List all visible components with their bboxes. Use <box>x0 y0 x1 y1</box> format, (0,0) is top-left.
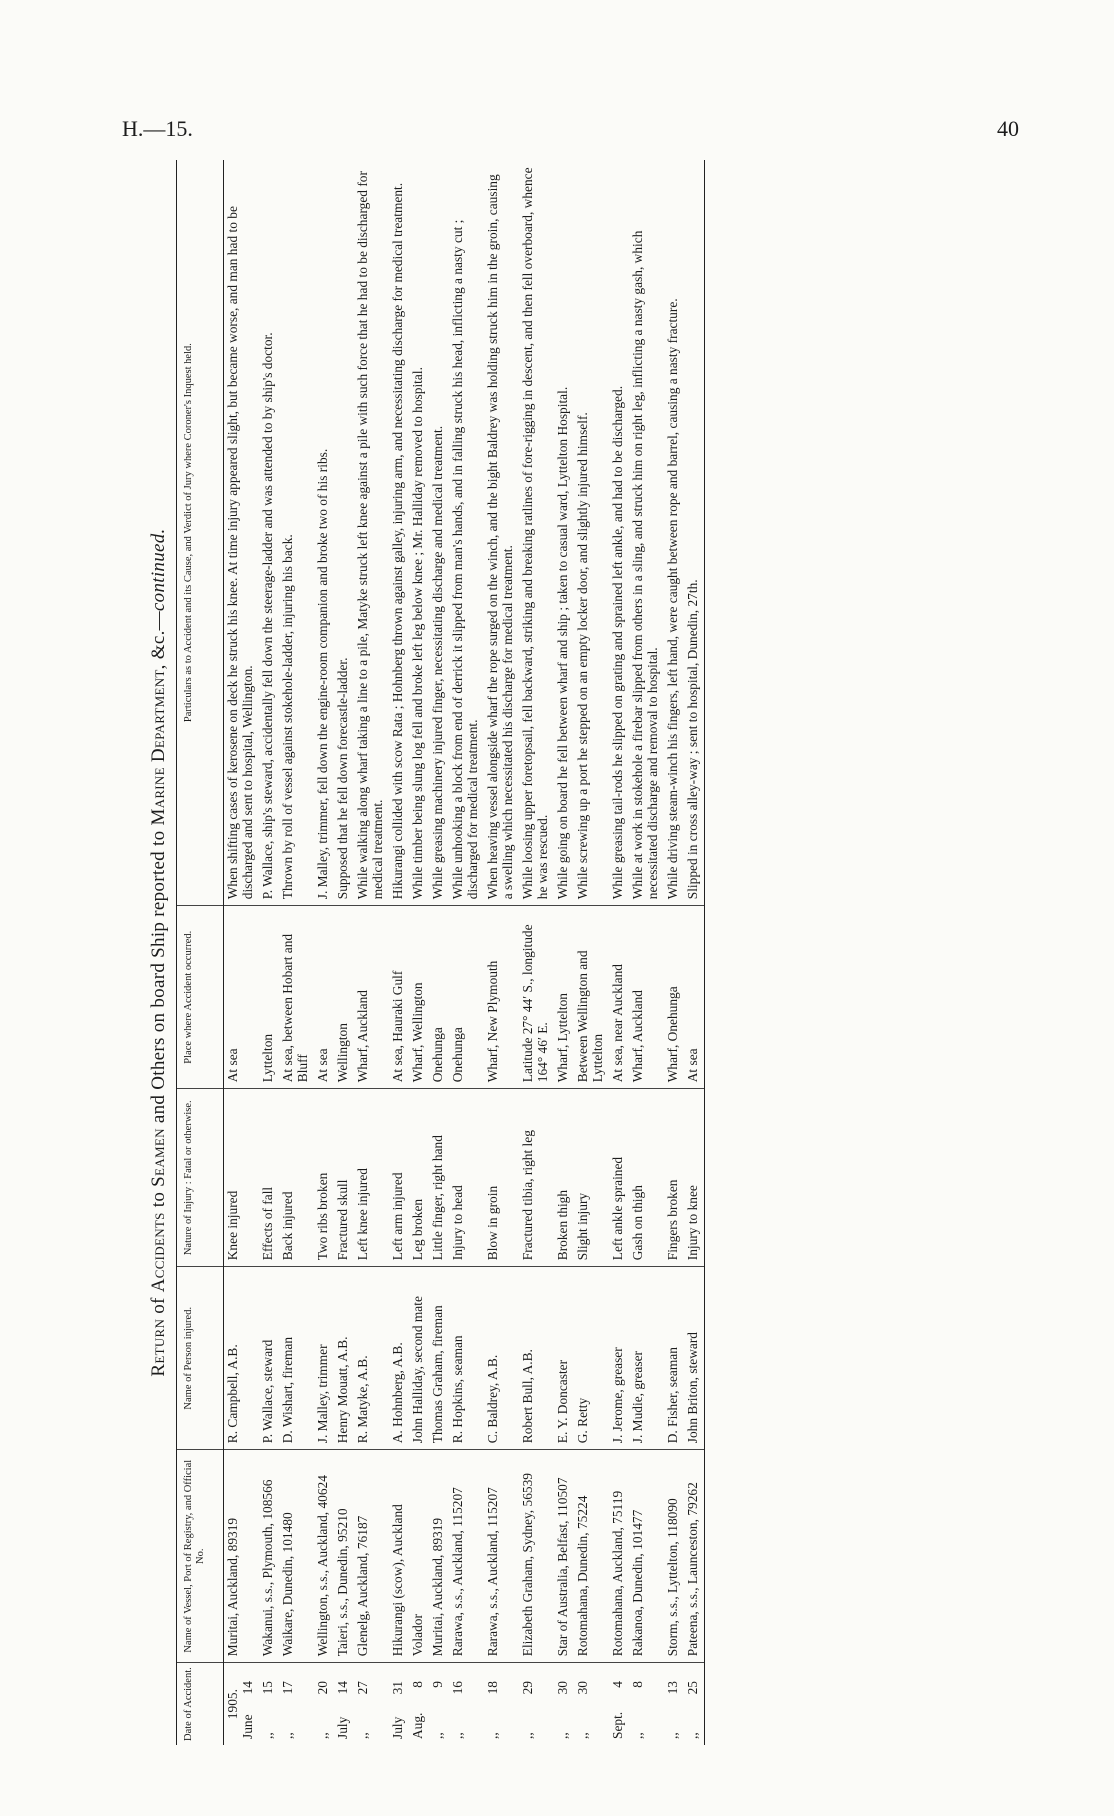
cell-date <box>551 1663 571 1745</box>
month-label: July <box>335 1716 350 1739</box>
cell-injury: Fractured skull <box>331 1089 351 1267</box>
accidents-table <box>176 160 705 1745</box>
cell-person: John Briton, steward <box>681 1267 705 1450</box>
cell-date <box>331 1663 351 1745</box>
cell-place: Onehunga <box>446 906 481 1089</box>
report-reference: H.—15. <box>122 116 193 141</box>
cell-place: Between Wellington and Lyttelton <box>571 906 606 1089</box>
year-label: 1905. <box>225 1689 240 1720</box>
month-label: Aug. <box>410 1712 425 1739</box>
cell-vessel: Rakanoa, Dunedin, 101477 <box>626 1450 661 1663</box>
cell-vessel: Glenelg, Auckland, 76187 <box>351 1450 386 1663</box>
page-number: 40 <box>997 116 1019 141</box>
day-label: 25 <box>685 1681 700 1695</box>
cell-vessel: Muritai, Auckland, 89319 <box>426 1450 446 1663</box>
title-part: , &c.— <box>148 611 169 670</box>
cell-particulars: While screwing up a port he stepped on an empty locker door, and slightly injured himself. <box>571 160 606 906</box>
table-row <box>446 160 481 1745</box>
cell-particulars: While timber being slung log fell and broke left leg below knee ; Mr. Halliday removed to hospital. <box>406 160 426 906</box>
cell-vessel: Wakanui, s.s., Plymouth, 108566 <box>256 1450 276 1663</box>
cell-vessel: Pateena, s.s., Launceston, 79262 <box>681 1450 705 1663</box>
day-label: 8 <box>410 1681 425 1688</box>
table-row <box>516 160 551 1745</box>
day-label: 15 <box>260 1681 275 1695</box>
cell-injury: Gash on thigh <box>626 1089 661 1267</box>
cell-particulars: Thrown by roll of vessel against stokehole-ladder, injuring his back. <box>276 160 311 906</box>
col-header-place: Place where Accident occurred. <box>177 906 224 1089</box>
cell-injury: Slight injury <box>571 1089 606 1267</box>
day-label: 9 <box>430 1681 445 1688</box>
title-part: to <box>148 1186 169 1213</box>
day-label: 14 <box>240 1681 255 1695</box>
cell-vessel: Taieri, s.s., Dunedin, 95210 <box>331 1450 351 1663</box>
table-row <box>386 160 406 1745</box>
cell-place: Latitude 27° 44′ S., longitude 164° 46′ E. <box>516 906 551 1089</box>
cell-particulars: While at work in stokehole a firebar slipped from others in a sling, and struck him on right leg, inflicting a nasty gash, which necessitated discharge and removal to hospital. <box>626 160 661 906</box>
cell-date <box>276 1663 311 1745</box>
cell-place: At sea <box>311 906 331 1089</box>
cell-injury: Back injured <box>276 1089 311 1267</box>
day-label: 8 <box>630 1681 645 1688</box>
col-header-date: Date of Accident. <box>177 1663 224 1745</box>
cell-particulars: Supposed that he fell down forecastle-ladder. <box>331 160 351 906</box>
month-label: ,, <box>430 1732 445 1739</box>
month-label: ,, <box>685 1732 700 1739</box>
cell-injury: Two ribs broken <box>311 1089 331 1267</box>
cell-person: J. Malley, trimmer <box>311 1267 331 1450</box>
cell-person: J. Jerome, greaser <box>606 1267 626 1450</box>
cell-date <box>224 1663 257 1745</box>
cell-particulars: While driving steam-winch his fingers, left hand, were caught between rope and barrel, causing a nasty fracture. <box>661 160 681 906</box>
cell-person: Henry Mouatt, A.B. <box>331 1267 351 1450</box>
table-row <box>256 160 276 1745</box>
col-header-vessel: Name of Vessel, Port of Registry, and Official No. <box>177 1450 224 1663</box>
table-row <box>331 160 351 1745</box>
cell-date <box>481 1663 516 1745</box>
month-label: ,, <box>355 1732 370 1739</box>
table-row <box>224 160 257 1745</box>
table-title <box>144 160 176 1745</box>
cell-injury: Injury to head <box>446 1089 481 1267</box>
cell-place: At sea <box>681 906 705 1089</box>
title-part: continued. <box>148 528 169 612</box>
cell-date <box>351 1663 386 1745</box>
title-part: of <box>148 1292 169 1319</box>
cell-vessel: Rotomahana, Auckland, 75119 <box>606 1450 626 1663</box>
cell-place: At sea <box>224 906 257 1089</box>
page-header <box>122 116 1019 146</box>
cell-particulars: While greasing tail-rods he slipped on grating and sprained left ankle, and had to be discharged. <box>606 160 626 906</box>
cell-injury: Left knee injured <box>351 1089 386 1267</box>
cell-place: Wharf, Auckland <box>626 906 661 1089</box>
table-row <box>481 160 516 1745</box>
col-header-particulars: Particulars as to Accident and its Cause, and Verdict of Jury where Coroner's Inquest held. <box>177 160 224 906</box>
cell-person: A. Hohnberg, A.B. <box>386 1267 406 1450</box>
day-label: 20 <box>315 1681 330 1695</box>
cell-person: Thomas Graham, fireman <box>426 1267 446 1450</box>
cell-place: Lyttelton <box>256 906 276 1089</box>
cell-particulars: While greasing machinery injured finger, necessitating discharge and medical treatment. <box>426 160 446 906</box>
month-label: ,, <box>280 1732 295 1739</box>
table-header-row <box>177 160 224 1745</box>
day-label: 4 <box>610 1681 625 1688</box>
title-part: Marine Department <box>148 669 169 826</box>
cell-person: G. Retty <box>571 1267 606 1450</box>
cell-vessel: Elizabeth Graham, Sydney, 56539 <box>516 1450 551 1663</box>
cell-date <box>571 1663 606 1745</box>
month-label: June <box>240 1714 255 1739</box>
cell-place: At sea, near Auckland <box>606 906 626 1089</box>
month-label: ,, <box>315 1732 330 1739</box>
cell-date <box>386 1663 406 1745</box>
cell-person: R. Campbell, A.B. <box>224 1267 257 1450</box>
col-header-person: Name of Person injured. <box>177 1267 224 1450</box>
cell-vessel: Wellington, s.s., Auckland, 40624 <box>311 1450 331 1663</box>
cell-injury: Effects of fall <box>256 1089 276 1267</box>
month-label: ,, <box>450 1732 465 1739</box>
cell-particulars: While going on board he fell between wharf and ship ; taken to casual ward, Lyttelton Hospital. <box>551 160 571 906</box>
month-label: ,, <box>575 1732 590 1739</box>
cell-person: J. Mudie, greaser <box>626 1267 661 1450</box>
cell-place: Onehunga <box>426 906 446 1089</box>
cell-vessel: Muritai, Auckland, 89319 <box>224 1450 257 1663</box>
table-row <box>681 160 705 1745</box>
table-row <box>626 160 661 1745</box>
cell-date <box>311 1663 331 1745</box>
cell-place: Wharf, Onehunga <box>661 906 681 1089</box>
cell-injury: Knee injured <box>224 1089 257 1267</box>
title-part: and Others on board Ship reported to <box>148 825 169 1129</box>
cell-place: At sea, Hauraki Gulf <box>386 906 406 1089</box>
cell-particulars: When shifting cases of kerosene on deck he struck his knee. At time injury appeared slight, but became worse, and man had to be discharged and sent to hospital, Wellington. <box>224 160 257 906</box>
month-label: ,, <box>630 1732 645 1739</box>
day-label: 30 <box>575 1681 590 1695</box>
cell-person: R. Hopkins, seaman <box>446 1267 481 1450</box>
cell-date <box>256 1663 276 1745</box>
cell-vessel: Volador <box>406 1450 426 1663</box>
cell-vessel: Storm, s.s., Lyttelton, 118090 <box>661 1450 681 1663</box>
cell-person: D. Fisher, seaman <box>661 1267 681 1450</box>
cell-date <box>681 1663 705 1745</box>
month-label: Sept. <box>610 1711 625 1739</box>
cell-vessel: Rarawa, s.s., Auckland, 115207 <box>481 1450 516 1663</box>
cell-vessel: Waikare, Dunedin, 101480 <box>276 1450 311 1663</box>
table-row <box>551 160 571 1745</box>
table-row <box>661 160 681 1745</box>
cell-person: John Halliday, second mate <box>406 1267 426 1450</box>
cell-person: D. Wishart, fireman <box>276 1267 311 1450</box>
cell-place: Wharf, Lyttelton <box>551 906 571 1089</box>
day-label: 14 <box>335 1681 350 1695</box>
cell-vessel: Star of Australia, Belfast, 110507 <box>551 1450 571 1663</box>
cell-date <box>446 1663 481 1745</box>
table-row <box>351 160 386 1745</box>
col-header-injury: Nature of Injury : Fatal or otherwise. <box>177 1089 224 1267</box>
cell-injury: Broken thigh <box>551 1089 571 1267</box>
cell-place: Wharf, Auckland <box>351 906 386 1089</box>
table-row <box>426 160 446 1745</box>
cell-injury: Injury to knee <box>681 1089 705 1267</box>
month-label: ,, <box>485 1732 500 1739</box>
day-label: 17 <box>280 1681 295 1695</box>
table-body <box>224 160 705 1745</box>
cell-particulars: P. Wallace, ship's steward, accidentally fell down the steerage-ladder and was attended to by ship's doctor. <box>256 160 276 906</box>
cell-date <box>406 1663 426 1745</box>
cell-person: E. Y. Doncaster <box>551 1267 571 1450</box>
cell-place: At sea, between Hobart and Bluff <box>276 906 311 1089</box>
day-label: 29 <box>520 1681 535 1695</box>
cell-injury: Fingers broken <box>661 1089 681 1267</box>
day-label: 30 <box>555 1681 570 1695</box>
cell-particulars: Hikurangi collided with scow Rata ; Hohnberg thrown against galley, injuring arm, and necessitating discharge for medical treatment. <box>386 160 406 906</box>
cell-particulars: While walking along wharf taking a line to a pile, Matyke struck left knee against a pile with such force that he had to be discharged for medical treatment. <box>351 160 386 906</box>
cell-date <box>606 1663 626 1745</box>
day-label: 18 <box>485 1681 500 1695</box>
cell-person: Robert Bull, A.B. <box>516 1267 551 1450</box>
day-label: 27 <box>355 1681 370 1695</box>
day-label: 16 <box>450 1681 465 1695</box>
month-label: July <box>390 1716 405 1739</box>
day-label: 31 <box>390 1681 405 1695</box>
cell-injury: Left arm injured <box>386 1089 406 1267</box>
month-label: ,, <box>665 1732 680 1739</box>
cell-place: Wellington <box>331 906 351 1089</box>
cell-person: P. Wallace, steward <box>256 1267 276 1450</box>
cell-particulars: While loosing upper foretopsail, fell backward, striking and breaking ratlines of fore-rigging in descent, and then fell overboard, whence he was rescued. <box>516 160 551 906</box>
cell-date <box>426 1663 446 1745</box>
cell-person: C. Baldrey, A.B. <box>481 1267 516 1450</box>
cell-date <box>661 1663 681 1745</box>
month-label: ,, <box>260 1732 275 1739</box>
rotated-table-block <box>144 160 974 1745</box>
cell-injury: Blow in groin <box>481 1089 516 1267</box>
cell-date <box>626 1663 661 1745</box>
month-label: ,, <box>555 1732 570 1739</box>
table-row <box>571 160 606 1745</box>
cell-injury: Little finger, right hand <box>426 1089 446 1267</box>
cell-vessel: Rarawa, s.s., Auckland, 115207 <box>446 1450 481 1663</box>
table-row <box>606 160 626 1745</box>
cell-vessel: Hikurangi (scow), Auckland <box>386 1450 406 1663</box>
table-row <box>311 160 331 1745</box>
title-part: Return <box>148 1318 169 1377</box>
table-row <box>276 160 311 1745</box>
cell-injury: Fractured tibia, right leg <box>516 1089 551 1267</box>
cell-vessel: Rotomahana, Dunedin, 75224 <box>571 1450 606 1663</box>
cell-place: Wharf, Wellington <box>406 906 426 1089</box>
cell-particulars: Slipped in cross alley-way ; sent to hospital, Dunedin, 27th. <box>681 160 705 906</box>
title-part: Seamen <box>148 1128 169 1187</box>
cell-particulars: While unhooking a block from end of derrick it slipped from man's hands, and in falling struck his head, inflicting a nasty cut ; discharged for medical treatment. <box>446 160 481 906</box>
day-label: 13 <box>665 1681 680 1695</box>
cell-injury: Leg broken <box>406 1089 426 1267</box>
cell-particulars: J. Malley, trimmer, fell down the engine-room companion and broke two of his ribs. <box>311 160 331 906</box>
title-part: Accidents <box>148 1212 169 1293</box>
cell-person: R. Matyke, A.B. <box>351 1267 386 1450</box>
table-row <box>406 160 426 1745</box>
cell-particulars: When heaving vessel alongside wharf the rope surged on the winch, and the bight Baldrey was holding struck him in the groin, causing a swelling which necessitated his discharge for medical treatment. <box>481 160 516 906</box>
cell-date <box>516 1663 551 1745</box>
cell-place: Wharf, New Plymouth <box>481 906 516 1089</box>
cell-injury: Left ankle sprained <box>606 1089 626 1267</box>
month-label: ,, <box>520 1732 535 1739</box>
